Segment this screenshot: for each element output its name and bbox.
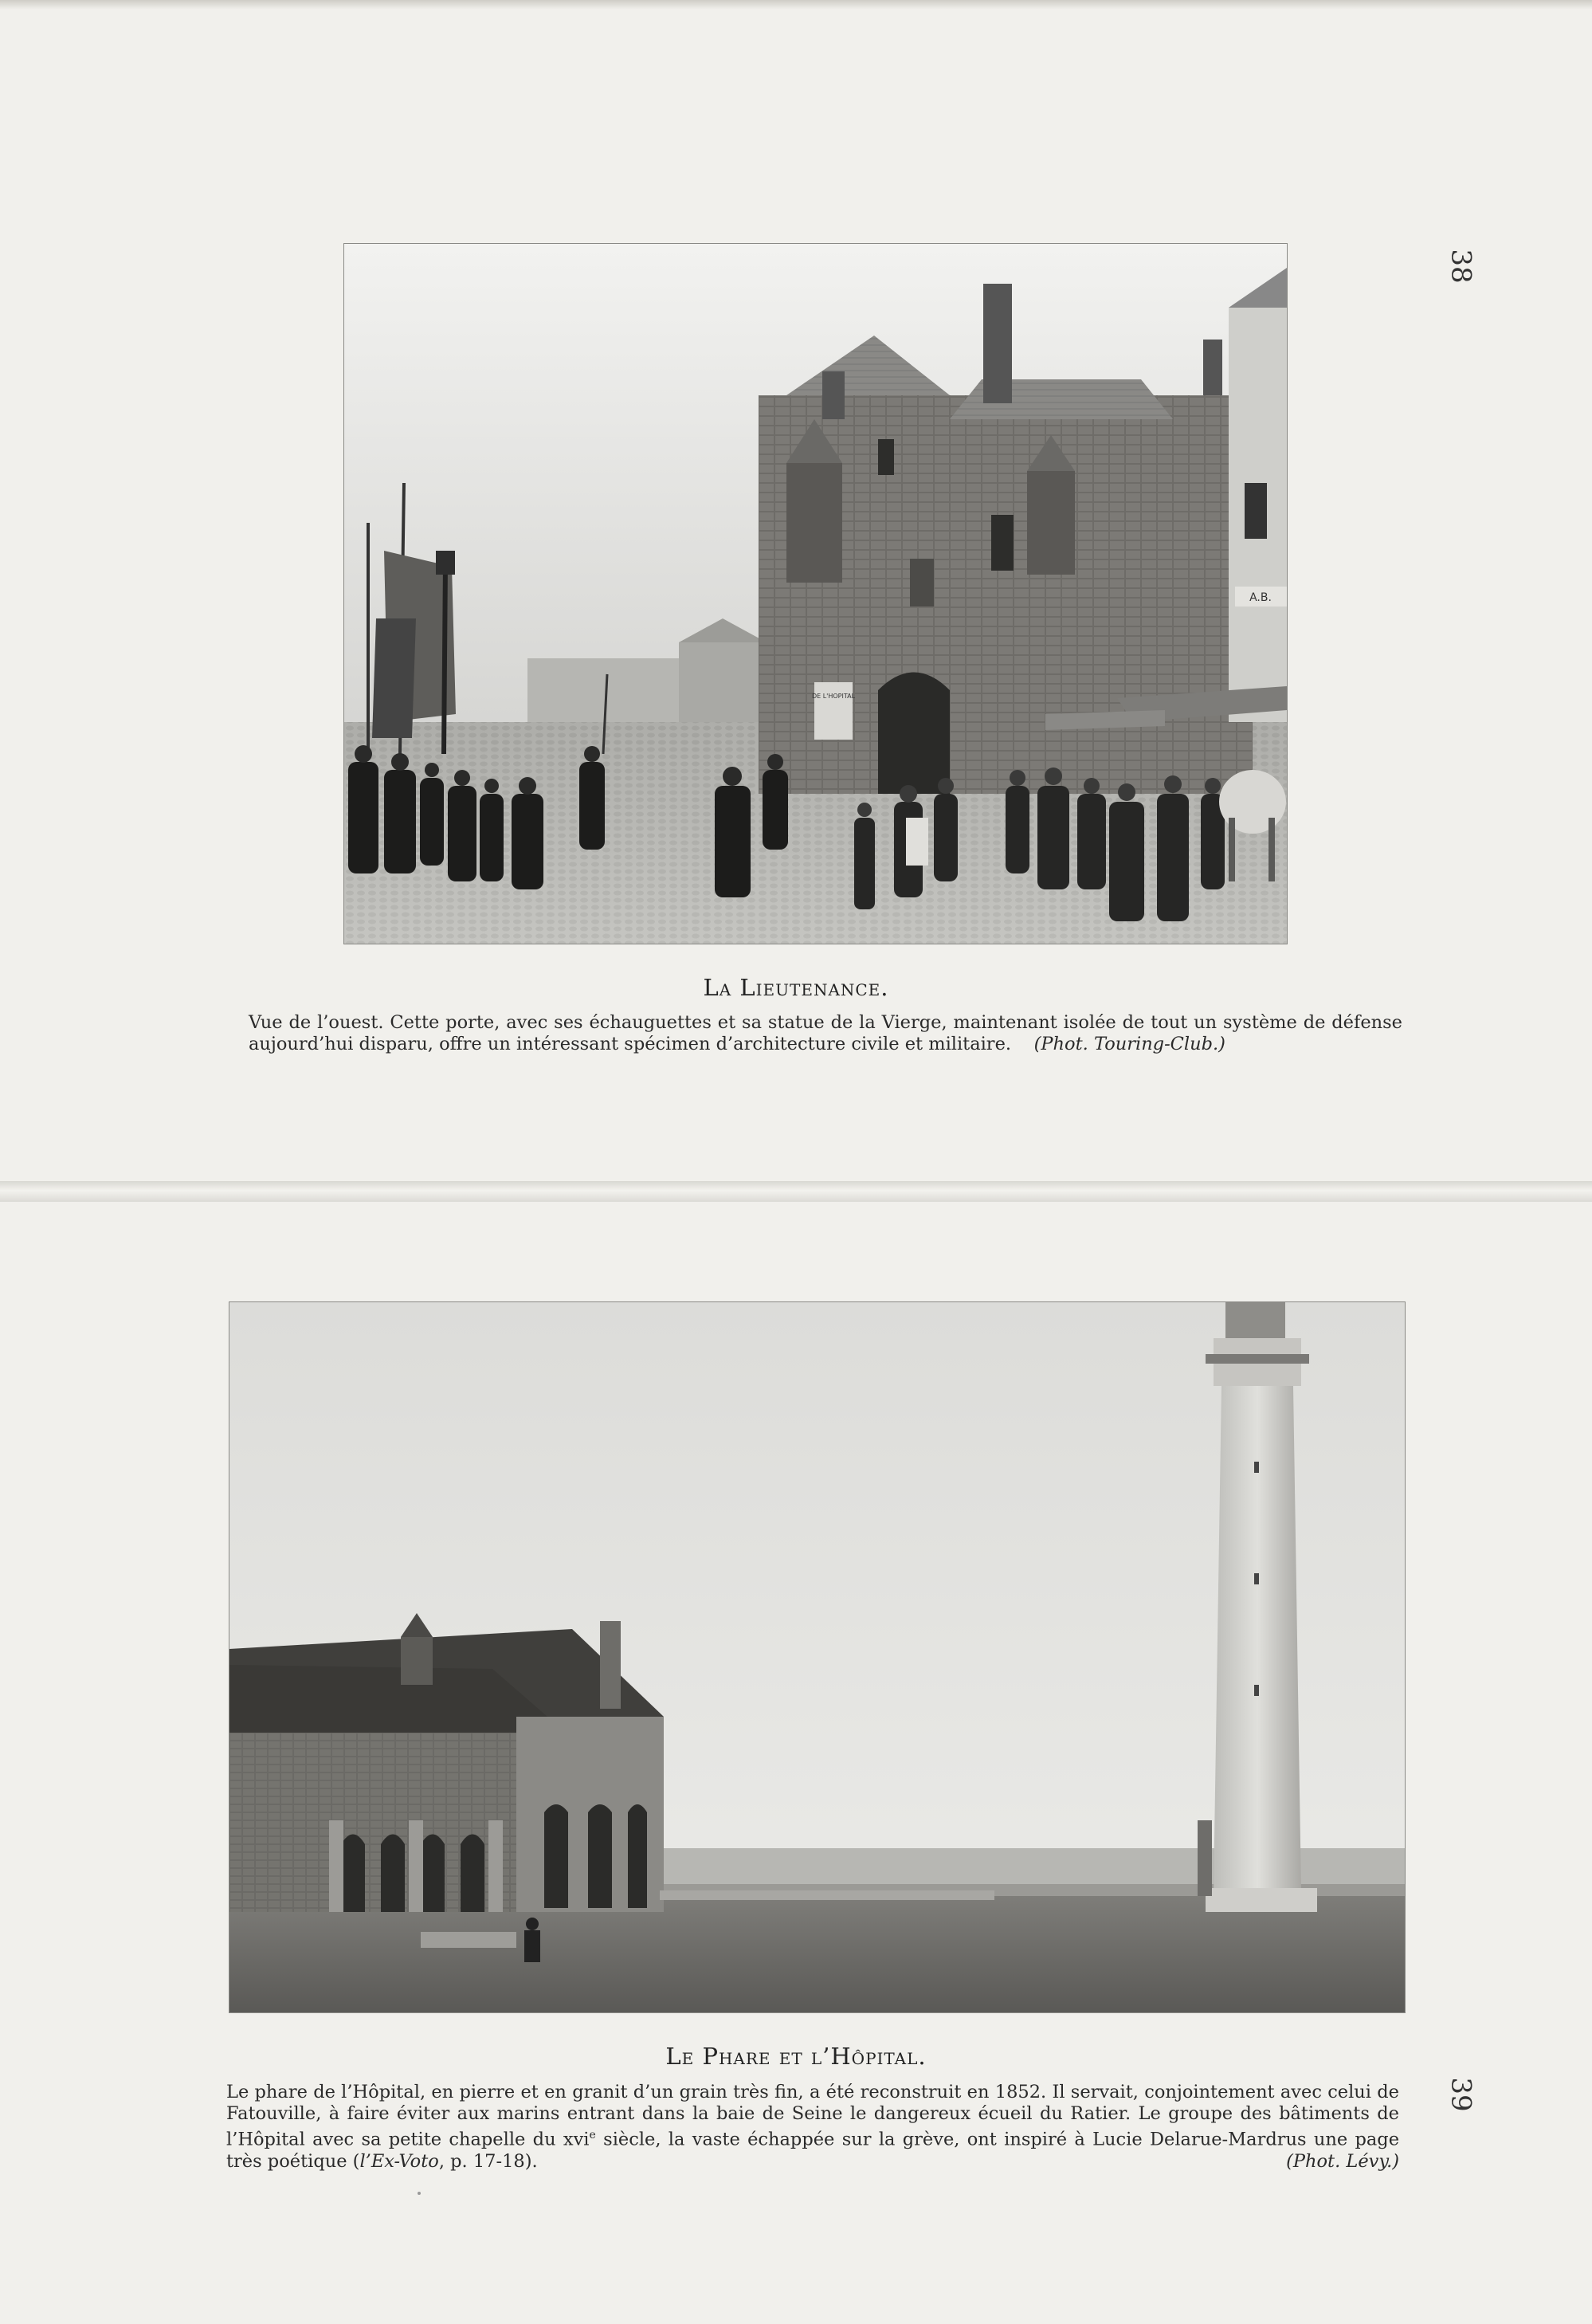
photo-credit-bottom: (Phot. Lévy.)	[1286, 2150, 1399, 2172]
page-number-bottom: 39	[1445, 2077, 1477, 2112]
century-numeral: xvi	[563, 2129, 590, 2150]
shop-sign-text: A.B.	[1249, 591, 1272, 604]
caption-text: Vue de l’ouest. Cette porte, avec ses échauguettes et sa statue de la Vierge, maintenant isolée de tout un système de défense aujourd’hui disparu, offre un intéressant spécimen d’architecture civile et militaire.	[249, 1012, 1402, 1054]
century-superscript: e	[589, 2129, 596, 2141]
photo-credit: (Phot. Touring-Club.)	[1033, 1034, 1225, 1054]
caption-lieutenance	[249, 1012, 1402, 1055]
photo-le-phare-et-hopital	[229, 1301, 1406, 2013]
caption-text-part1: Le phare de l’Hôpital, en pierre et en granit d’un grain très fin, a été reconstruit en 1852. Il servait, conjointement avec celui de Fatouville, à faire éviter aux marins entrant dans la baie de Seine le dangereux écueil du Ratier. Le groupe des bâtiments de l’Hôpital avec sa petite chapelle du	[226, 2082, 1399, 2150]
page-top-edge	[0, 0, 1592, 10]
pages-reference: , p. 17-18).	[438, 2150, 538, 2172]
work-title: l’Ex-Voto	[359, 2150, 439, 2172]
caption-title-phare-hopital: Le Phare et l’Hôpital.	[665, 2043, 927, 2070]
paper-speck	[418, 2192, 421, 2195]
caption-phare-hopital	[226, 2082, 1399, 2173]
photo-la-lieutenance	[343, 243, 1288, 944]
page-fold	[0, 1181, 1592, 1202]
page-number-top: 38	[1445, 249, 1477, 284]
caption-text-part2: siècle, la vaste échappée sur la grève, ont inspiré à Lucie Delarue-Mardrus une page très poétique (	[226, 2129, 1400, 2172]
caption-title-lieutenance: La Lieutenance.	[703, 974, 889, 1001]
poster-sign-text: DE L'HOPITAL	[811, 693, 856, 700]
